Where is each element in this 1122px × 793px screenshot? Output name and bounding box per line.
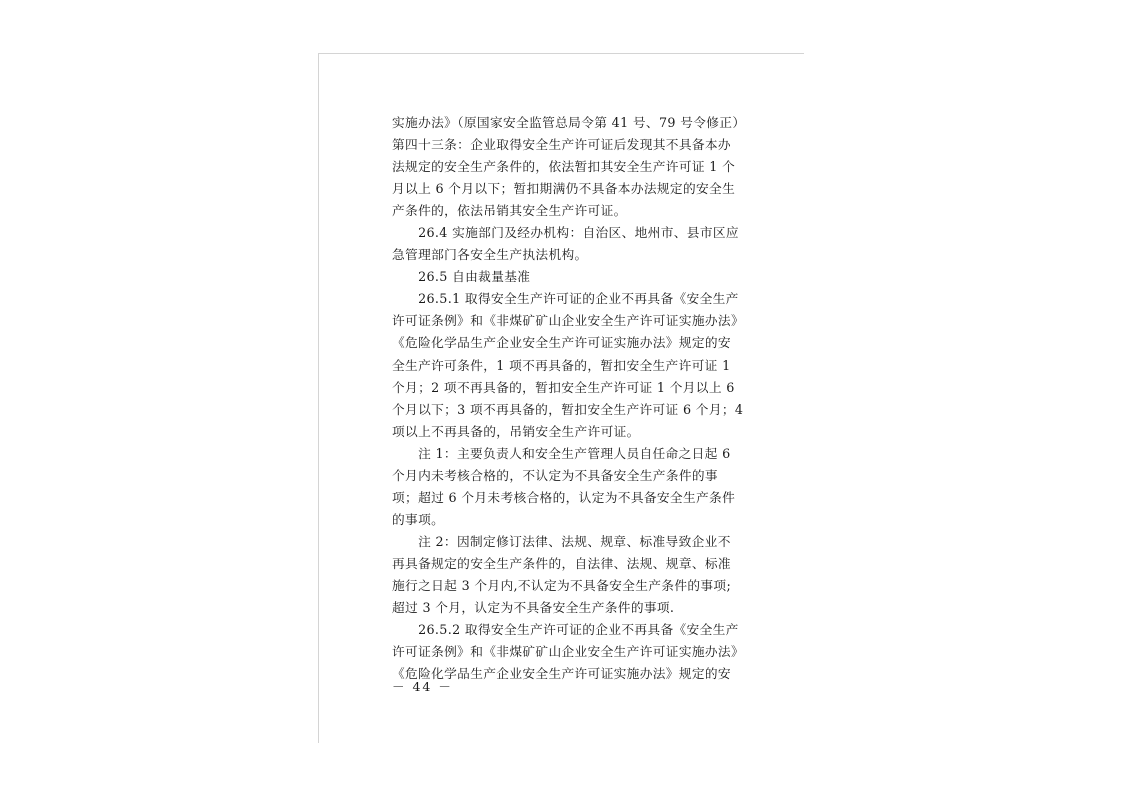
text-line: 许可证条例》和《非煤矿矿山企业安全生产许可证实施办法》 [392,644,745,660]
text-line: 个月；2 项不再具备的，暂扣安全生产许可证 1 个月以上 6 [392,379,735,395]
text-line: 《危险化学品生产企业安全生产许可证实施办法》规定的安 [392,666,731,682]
section-heading-26-5: 26.5 自由裁量基准 [392,269,531,285]
text-line: 超过 3 个月，认定为不具备安全生产条件的事项. [392,600,675,616]
section-heading-26-4: 26.4 实施部门及经办机构：自治区、地州市、县市区应 [392,225,739,241]
text-line: 个月内未考核合格的，不认定为不具备安全生产条件的事 [392,467,718,483]
text-line: 全生产许可条件，1 项不再具备的，暂扣安全生产许可证 1 [392,357,731,373]
text-line: 第四十三条：企业取得安全生产许可证后发现其不具备本办 [392,137,731,153]
section-heading-26-5-1: 26.5.1 取得安全生产许可证的企业不再具备《安全生产 [392,291,739,307]
note-2: 注 2：因制定修订法律、法规、规章、标准导致企业不 [392,533,731,549]
note-1: 注 1：主要负责人和安全生产管理人员自任命之日起 6 [392,445,731,461]
page-number: － 44 － [392,679,453,694]
text-line: 产条件的，依法吊销其安全生产许可证。 [392,203,627,219]
text-line: 实施办法》（原国家安全监管总局令第 41 号、79 号令修正） [392,115,746,130]
document-body [392,112,746,685]
text-line: 再具备规定的安全生产条件的，自法律、法规、规章、标准 [392,555,731,571]
text-line: 法规定的安全生产条件的，依法暂扣其安全生产许可证 1 个 [392,159,736,175]
text-line: 个月以下；3 项不再具备的，暂扣安全生产许可证 6 个月；4 [392,401,744,417]
text-line: 《危险化学品生产企业安全生产许可证实施办法》规定的安 [392,335,731,351]
text-line: 急管理部门各安全生产执法机构。 [392,247,588,263]
text-line: 的事项。 [392,511,445,527]
text-line: 许可证条例》和《非煤矿矿山企业安全生产许可证实施办法》 [392,313,745,329]
text-line: 月以上 6 个月以下；暂扣期满仍不具备本办法规定的安全生 [392,181,736,197]
section-heading-26-5-2: 26.5.2 取得安全生产许可证的企业不再具备《安全生产 [392,622,739,638]
text-line: 项以上不再具备的，吊销安全生产许可证。 [392,423,640,439]
text-line: 施行之日起 3 个月内,不认定为不具备安全生产条件的事项; [392,577,732,593]
text-line: 项；超过 6 个月未考核合格的，认定为不具备安全生产条件 [392,489,736,505]
